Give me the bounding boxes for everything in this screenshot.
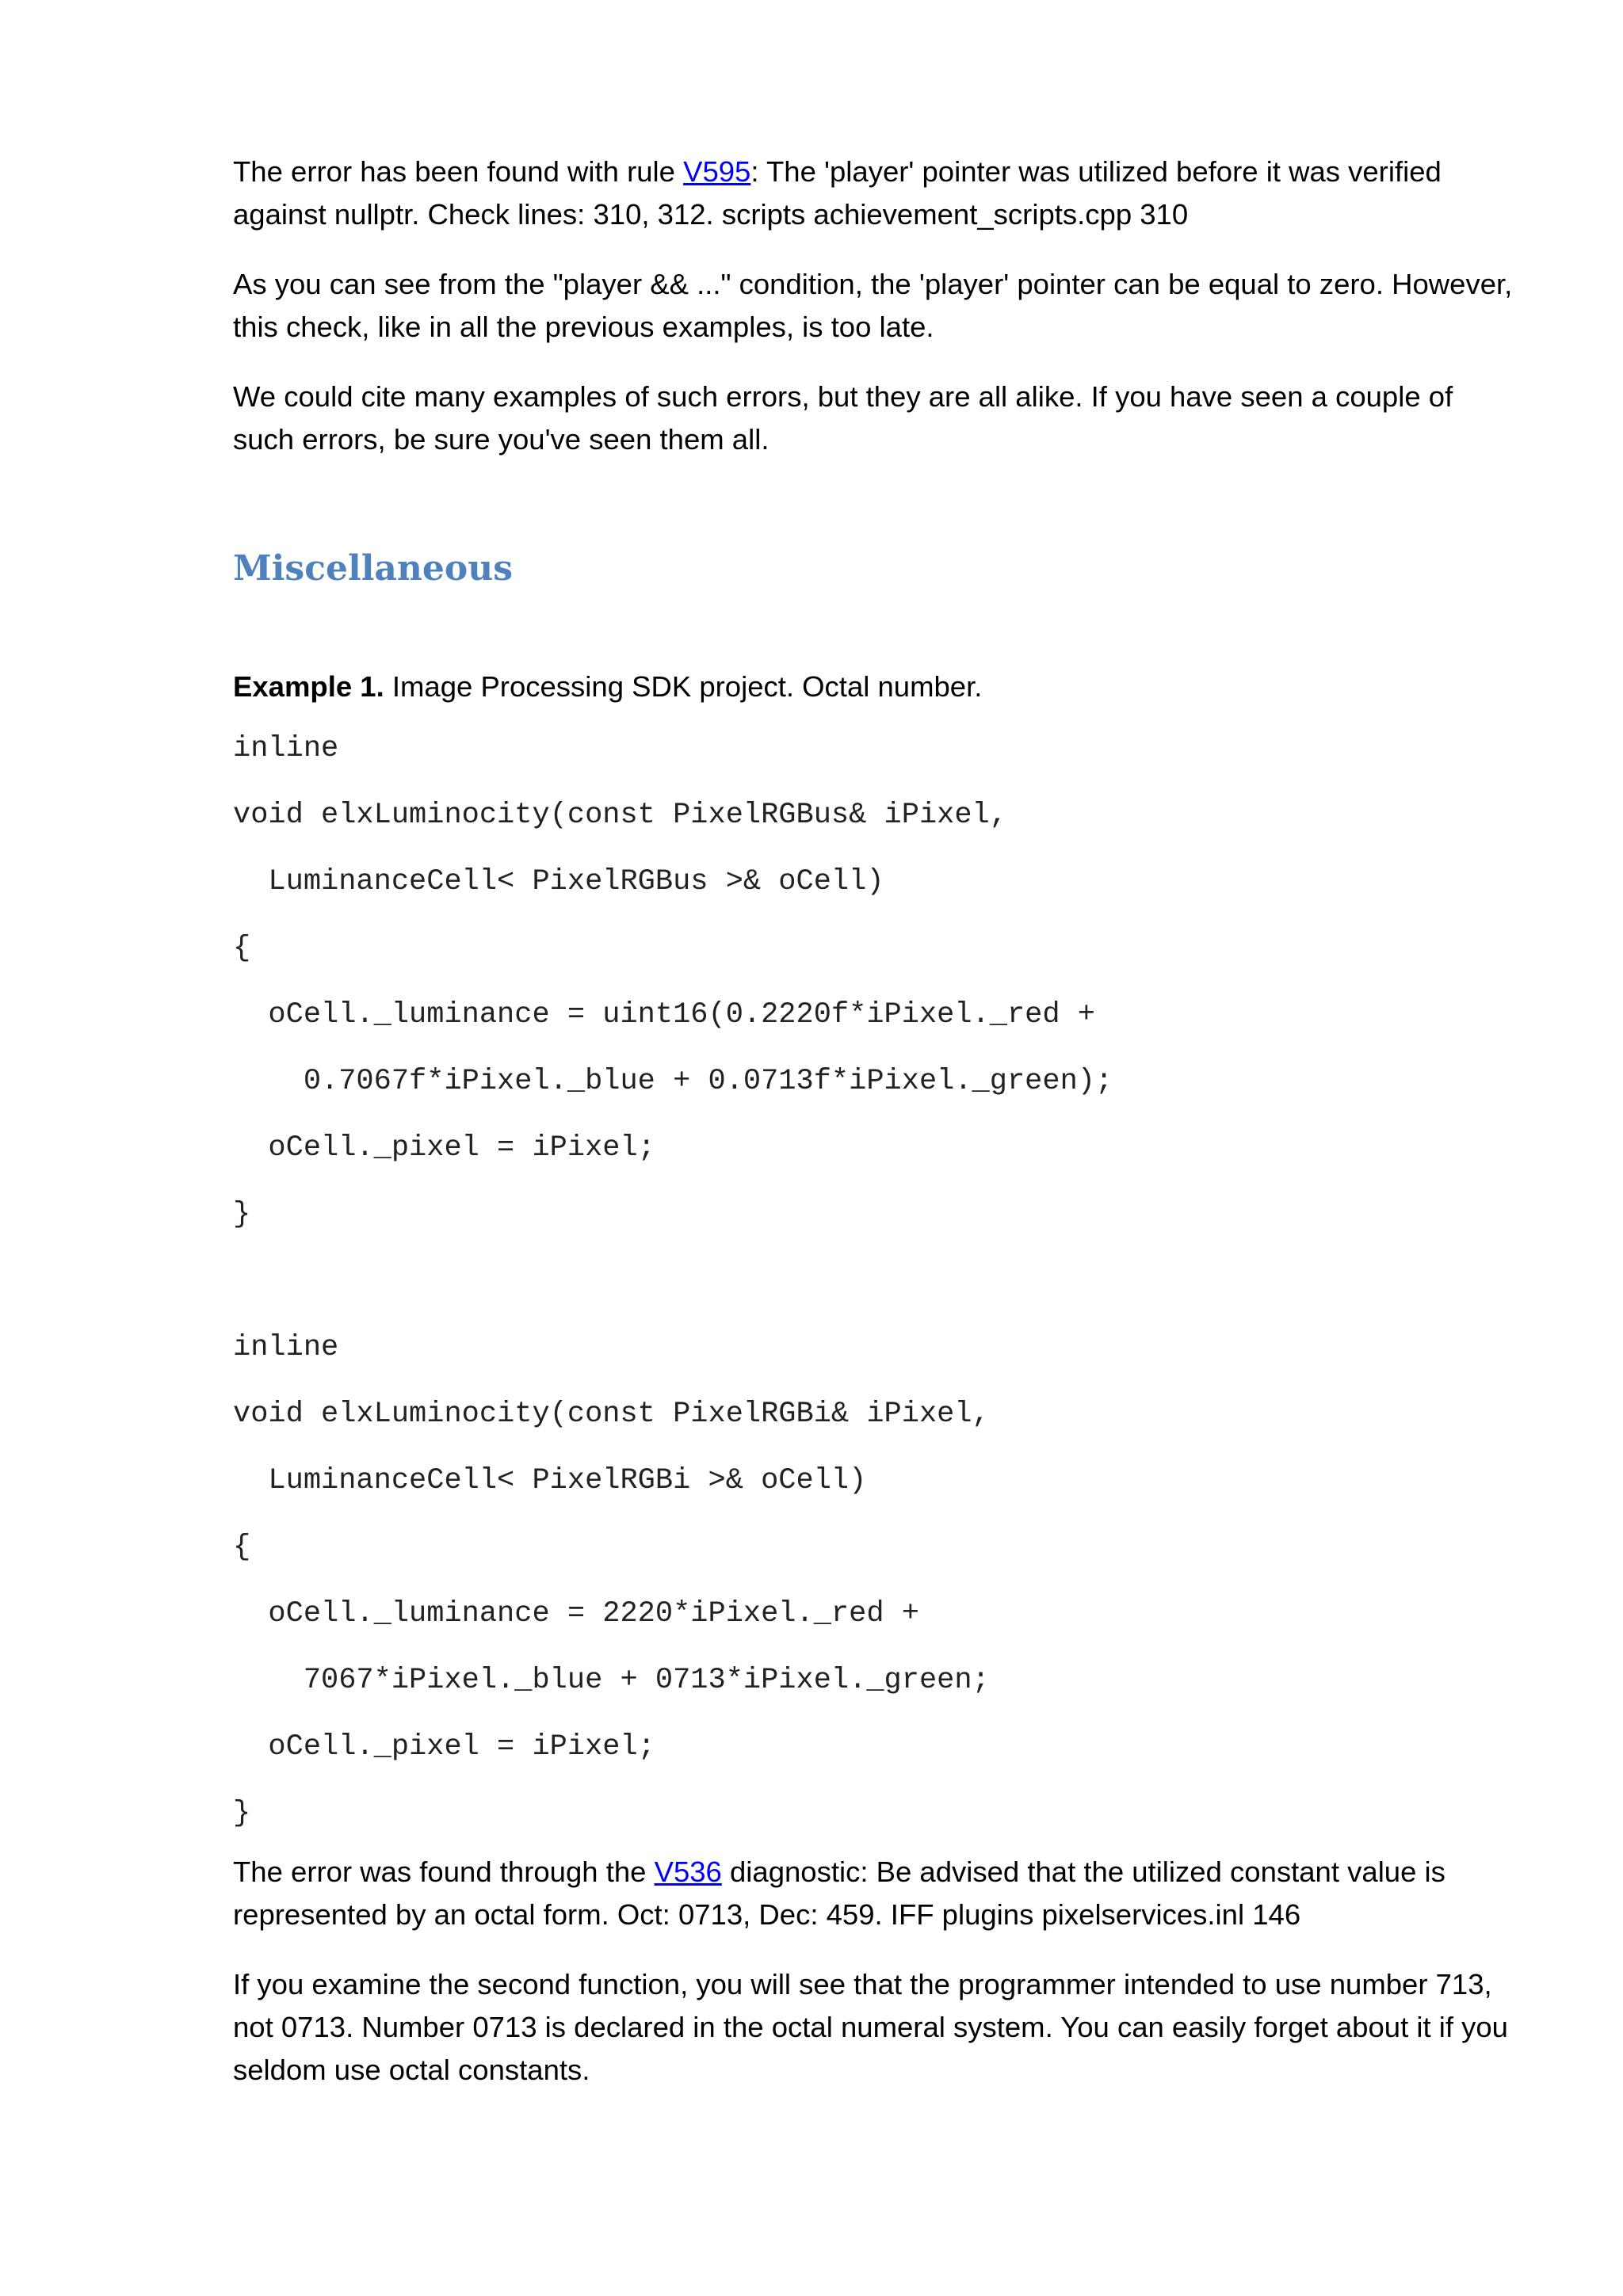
code-line: oCell._pixel = iPixel; bbox=[233, 1131, 655, 1165]
code-line: } bbox=[233, 1198, 251, 1231]
code-spacer bbox=[233, 1261, 1517, 1328]
code-line: LuminanceCell< PixelRGBus >& oCell) bbox=[233, 865, 884, 898]
v536-link[interactable]: V536 bbox=[654, 1855, 722, 1888]
code-line: oCell._luminance = 2220*iPixel._red + bbox=[233, 1597, 919, 1630]
paragraph-text: The error was found through the bbox=[233, 1855, 655, 1888]
code-line: void elxLuminocity(const PixelRGBi& iPixel, bbox=[233, 1398, 990, 1431]
code-line: { bbox=[233, 1531, 251, 1564]
document-content bbox=[233, 151, 1517, 2119]
code-block-float bbox=[233, 729, 1517, 1844]
v595-link[interactable]: V595 bbox=[683, 155, 751, 188]
code-line: { bbox=[233, 932, 251, 965]
paragraph-text: diagnostic: Be advised that the utilized constant value is represented by an octal form. Oct: 0713, Dec: 459. IFF plugins pixelservices.inl 146 bbox=[233, 1855, 1445, 1931]
paragraph-player-condition: As you can see from the "player && ..." condition, the 'player' pointer can be equal to zero. However, this check, like in all the previous examples, is too late. bbox=[233, 268, 1513, 343]
code-line: LuminanceCell< PixelRGBi >& oCell) bbox=[233, 1464, 867, 1497]
code-line: } bbox=[233, 1797, 251, 1830]
paragraph-examples-alike: We could cite many examples of such errors, but they are all alike. If you have seen a couple of such errors, be sure you've seen them all. bbox=[233, 380, 1453, 456]
paragraph-v536 bbox=[233, 1851, 1517, 1936]
code-line: oCell._luminance = uint16(0.2220f*iPixel._red + bbox=[233, 998, 1095, 1032]
example-caption bbox=[233, 666, 1517, 708]
code-line: void elxLuminocity(const PixelRGBus& iPixel, bbox=[233, 799, 1007, 832]
paragraph-v595 bbox=[233, 151, 1517, 236]
example-description: Image Processing SDK project. Octal number. bbox=[384, 670, 983, 703]
code-line: 0.7067f*iPixel._blue + 0.0713f*iPixel._green); bbox=[233, 1065, 1113, 1098]
section-heading: Miscellaneous bbox=[233, 548, 514, 589]
paragraph-octal-explanation: If you examine the second function, you will see that the programmer intended to use number 713, not 0713. Number 0713 is declared in the octal numeral system. You can easily forget about it if you seldom use octal constants. bbox=[233, 1968, 1508, 2086]
example-label: Example 1. bbox=[233, 670, 384, 703]
code-line: inline bbox=[233, 732, 339, 765]
paragraph-text: : The 'player' pointer was utilized before it was verified against nullptr. Check lines: 310, 312. scripts achievement_scripts.cpp 310 bbox=[233, 155, 1442, 231]
code-line: 7067*iPixel._blue + 0713*iPixel._green; bbox=[233, 1664, 990, 1697]
paragraph-text: The error has been found with rule bbox=[233, 155, 684, 188]
code-line: inline bbox=[233, 1331, 339, 1364]
code-line: oCell._pixel = iPixel; bbox=[233, 1730, 655, 1764]
